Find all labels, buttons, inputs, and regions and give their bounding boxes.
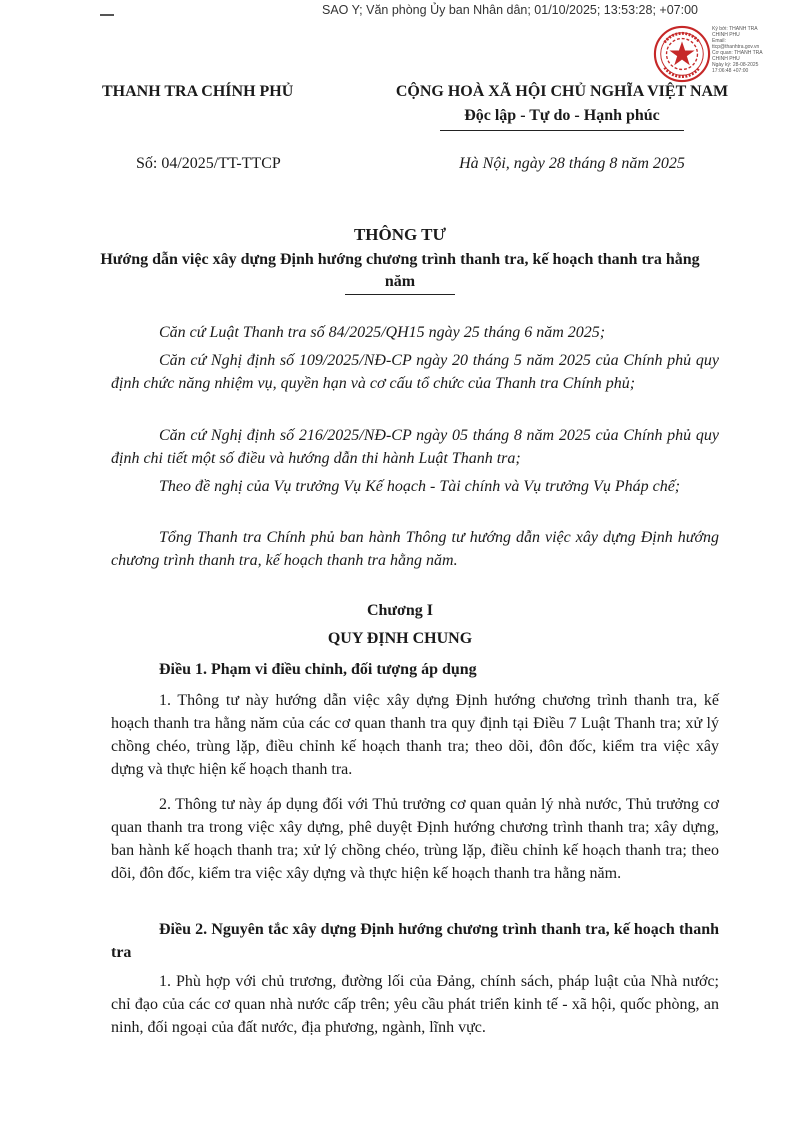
signature-line: ttcp@thanhtra.gov.vn bbox=[712, 44, 760, 50]
signature-line: Ngày ký: 28-08-2025 bbox=[712, 62, 759, 68]
document-subject: Hướng dẫn việc xây dựng Định hướng chương trình thanh tra, kế hoạch thanh tra hằng năm bbox=[100, 251, 700, 290]
place-and-date: Hà Nội, ngày 28 tháng 8 năm 2025 bbox=[459, 155, 685, 172]
signature-line: CHÍNH PHỦ bbox=[712, 56, 740, 62]
signature-line: Ký bởi: THANH TRA bbox=[712, 26, 758, 32]
copy-stamp-line: SAO Y; Văn phòng Ủy ban Nhân dân; 01/10/2025; 13:53:28; +07:00 bbox=[322, 3, 698, 17]
official-seal-icon bbox=[653, 25, 711, 83]
preamble-clause: Tổng Thanh tra Chính phủ ban hành Thông tư hướng dẫn việc xây dựng Định hướng chương trình thanh tra, kế hoạch thanh tra hằng năm. bbox=[111, 529, 719, 569]
preamble-clause: Căn cứ Luật Thanh tra số 84/2025/QH15 ngày 25 tháng 6 năm 2025; bbox=[159, 324, 606, 341]
chapter-number: Chương I bbox=[366, 602, 434, 619]
page-mark bbox=[100, 14, 114, 16]
digital-signature-info bbox=[712, 26, 798, 74]
motto-underline bbox=[440, 130, 684, 131]
chapter-title: QUY ĐỊNH CHUNG bbox=[327, 630, 473, 647]
subject-underline bbox=[345, 294, 455, 295]
article-heading: Điều 2. Nguyên tắc xây dựng Định hướng chương trình thanh tra, kế hoạch thanh tra bbox=[111, 921, 719, 961]
article-heading: Điều 1. Phạm vi điều chỉnh, đối tượng áp dụng bbox=[159, 661, 477, 678]
signature-line: Cơ quan: THANH TRA bbox=[712, 50, 763, 56]
article-clause: 2. Thông tư này áp dụng đối với Thủ trưởng cơ quan quản lý nhà nước, Thủ trưởng cơ quan thanh tra trong việc xây dựng, phê duyệt Định hướng chương trình thanh tra; xây dựng, ban hành kế hoạch thanh tra; xử lý chồng chéo, trùng lặp, điều chỉnh kế hoạch thanh tra; theo dõi, đôn đốc, kiểm tra việc xây dựng và thực hiện kế hoạch thanh tra hằng năm. bbox=[111, 796, 719, 882]
signature-line: 17:06:48 +07:00 bbox=[712, 68, 749, 74]
nation-name: CỘNG HOÀ XÃ HỘI CHỦ NGHĨA VIỆT NAM bbox=[395, 83, 729, 100]
issuing-agency: THANH TRA CHÍNH PHỦ bbox=[102, 83, 294, 100]
preamble-clause: Căn cứ Nghị định số 109/2025/NĐ-CP ngày 20 tháng 5 năm 2025 của Chính phủ quy định chức năng nhiệm vụ, quyền hạn và cơ cấu tổ chức của Thanh tra Chính phủ; bbox=[111, 352, 719, 392]
preamble-clause: Theo đề nghị của Vụ trưởng Vụ Kế hoạch - Tài chính và Vụ trưởng Vụ Pháp chế; bbox=[159, 478, 681, 495]
national-motto: Độc lập - Tự do - Hạnh phúc bbox=[464, 107, 660, 124]
document-type: THÔNG TƯ bbox=[353, 225, 447, 244]
article-clause: 1. Thông tư này hướng dẫn việc xây dựng Định hướng chương trình thanh tra, kế hoạch thanh tra hằng năm của các cơ quan thanh tra quy định tại Điều 7 Luật Thanh tra; xử lý chồng chéo, trùng lặp, điều chỉnh kế hoạch thanh tra; theo dõi, đôn đốc, kiểm tra việc xây dựng và thực hiện kế hoạch thanh tra. bbox=[111, 692, 719, 778]
article-clause: 1. Phù hợp với chủ trương, đường lối của Đảng, chính sách, pháp luật của Nhà nước; chỉ đạo của các cơ quan nhà nước cấp trên; yêu cầu phát triển kinh tế - xã hội, quốc phòng, an ninh, đối ngoại của đất nước, địa phương, ngành, lĩnh vực. bbox=[111, 973, 719, 1036]
signature-line: CHÍNH PHỦ bbox=[712, 32, 740, 38]
document-number: Số: 04/2025/TT-TTCP bbox=[136, 155, 281, 172]
signature-line: Email: bbox=[712, 38, 726, 44]
preamble-clause: Căn cứ Nghị định số 216/2025/NĐ-CP ngày 05 tháng 8 năm 2025 của Chính phủ quy định chi tiết một số điều và hướng dẫn thi hành Luật Thanh tra; bbox=[111, 427, 719, 467]
